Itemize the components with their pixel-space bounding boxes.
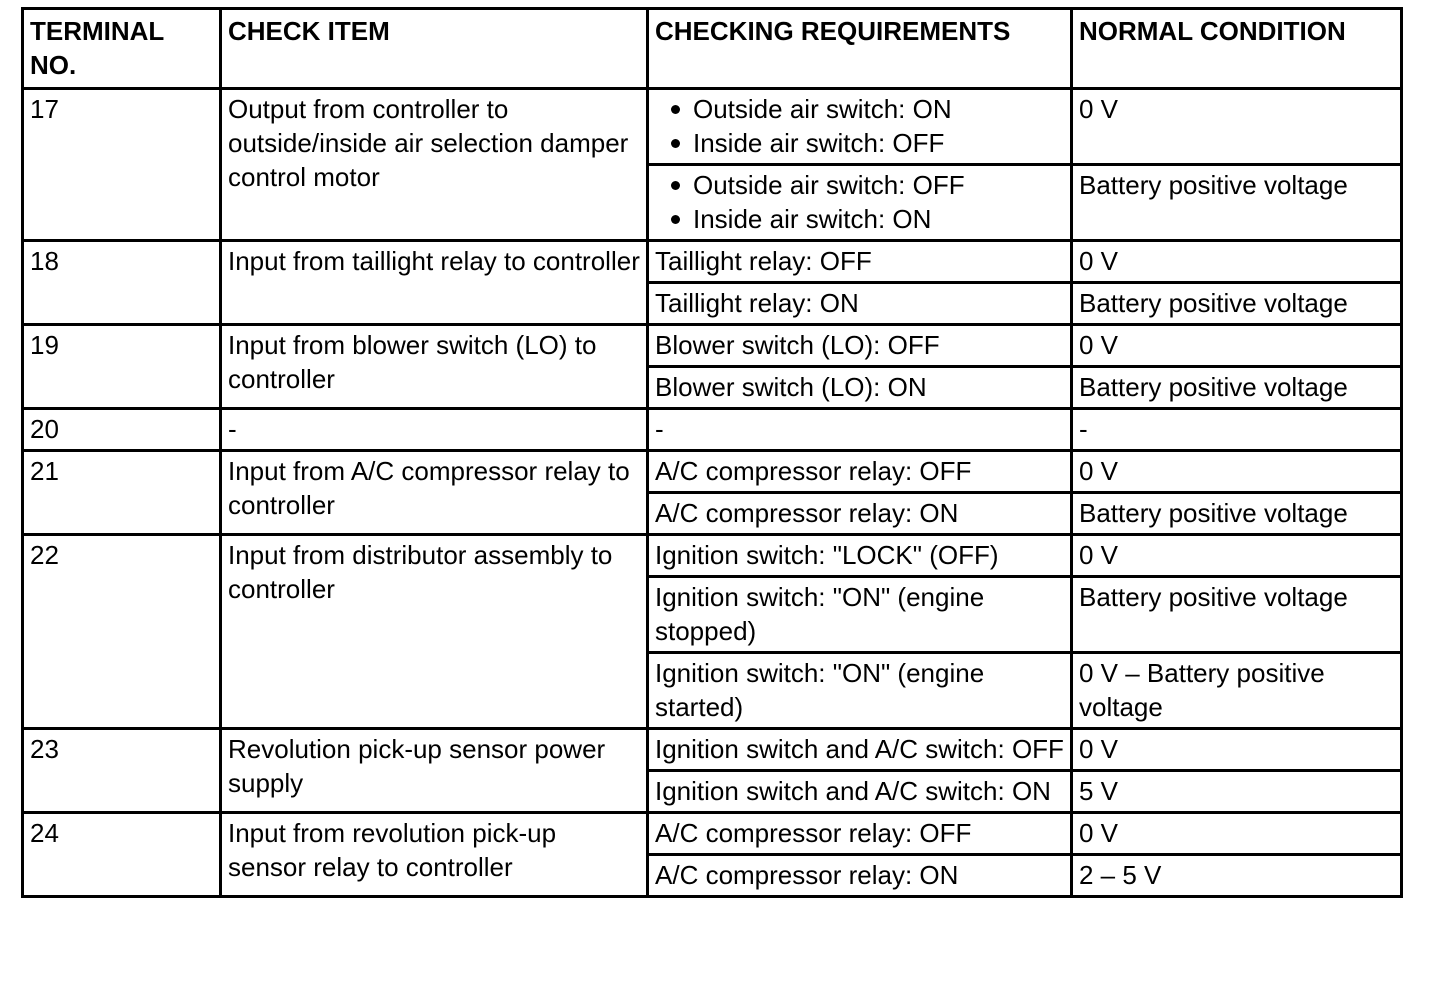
requirement-list-item: Outside air switch: OFF: [655, 168, 1064, 202]
normal-condition: 0 V: [1072, 241, 1402, 283]
table-row: [23, 409, 1402, 451]
terminal-number: 21: [23, 451, 221, 535]
normal-condition: 0 V: [1072, 813, 1402, 855]
terminal-number: 23: [23, 729, 221, 813]
table-row: [23, 535, 1402, 577]
checking-requirement: Ignition switch and A/C switch: ON: [648, 771, 1072, 813]
check-item: Input from A/C compressor relay to controller: [221, 451, 648, 535]
table-row: [23, 89, 1402, 165]
checking-requirement: A/C compressor relay: ON: [648, 855, 1072, 897]
checking-requirement: A/C compressor relay: OFF: [648, 451, 1072, 493]
normal-condition: Battery positive voltage: [1072, 493, 1402, 535]
check-item: -: [221, 409, 648, 451]
terminal-number: 24: [23, 813, 221, 897]
checking-requirement: Ignition switch: "LOCK" (OFF): [648, 535, 1072, 577]
checking-requirement: Ignition switch: "ON" (engine started): [648, 653, 1072, 729]
checking-requirement: Blower switch (LO): OFF: [648, 325, 1072, 367]
normal-condition: 0 V: [1072, 729, 1402, 771]
header-check-item: CHECK ITEM: [221, 9, 648, 89]
requirement-list-item: Inside air switch: OFF: [655, 126, 1064, 160]
terminal-number: 22: [23, 535, 221, 729]
check-item: Input from distributor assembly to controller: [221, 535, 648, 729]
normal-condition: 0 V: [1072, 535, 1402, 577]
normal-condition: -: [1072, 409, 1402, 451]
normal-condition: Battery positive voltage: [1072, 577, 1402, 653]
terminal-number: 18: [23, 241, 221, 325]
terminal-number: 17: [23, 89, 221, 241]
terminal-number: 19: [23, 325, 221, 409]
checking-requirement: Ignition switch: "ON" (engine stopped): [648, 577, 1072, 653]
checking-requirement: -: [648, 409, 1072, 451]
normal-condition: Battery positive voltage: [1072, 165, 1402, 241]
checking-requirement: Taillight relay: OFF: [648, 241, 1072, 283]
header-row: [23, 9, 1402, 89]
checking-requirement: A/C compressor relay: OFF: [648, 813, 1072, 855]
terminal-check-table: [21, 7, 1403, 898]
header-normal-condition: NORMAL CONDITION: [1072, 9, 1402, 89]
check-item: Input from blower switch (LO) to controller: [221, 325, 648, 409]
terminal-number: 20: [23, 409, 221, 451]
requirement-list-item: Inside air switch: ON: [655, 202, 1064, 236]
normal-condition: 5 V: [1072, 771, 1402, 813]
requirement-list: [655, 92, 1064, 160]
check-item: Input from taillight relay to controller: [221, 241, 648, 325]
normal-condition: 0 V: [1072, 325, 1402, 367]
check-item: Revolution pick-up sensor power supply: [221, 729, 648, 813]
table-row: [23, 813, 1402, 855]
normal-condition: Battery positive voltage: [1072, 283, 1402, 325]
checking-requirement: Blower switch (LO): ON: [648, 367, 1072, 409]
check-item: Input from revolution pick-up sensor relay to controller: [221, 813, 648, 897]
table-row: [23, 241, 1402, 283]
table-row: [23, 325, 1402, 367]
normal-condition: Battery positive voltage: [1072, 367, 1402, 409]
normal-condition: 2 – 5 V: [1072, 855, 1402, 897]
table-row: [23, 451, 1402, 493]
table-row: [23, 729, 1402, 771]
header-terminal: TERMINAL NO.: [23, 9, 221, 89]
header-checking-requirements: CHECKING REQUIREMENTS: [648, 9, 1072, 89]
checking-requirement: [648, 165, 1072, 241]
checking-requirement: A/C compressor relay: ON: [648, 493, 1072, 535]
table-body: [23, 89, 1402, 897]
normal-condition: 0 V: [1072, 89, 1402, 165]
requirement-list: [655, 168, 1064, 236]
checking-requirement: Ignition switch and A/C switch: OFF: [648, 729, 1072, 771]
requirement-list-item: Outside air switch: ON: [655, 92, 1064, 126]
checking-requirement: [648, 89, 1072, 165]
normal-condition: 0 V: [1072, 451, 1402, 493]
checking-requirement: Taillight relay: ON: [648, 283, 1072, 325]
check-item: Output from controller to outside/inside air selection damper control motor: [221, 89, 648, 241]
normal-condition: 0 V – Battery positive voltage: [1072, 653, 1402, 729]
